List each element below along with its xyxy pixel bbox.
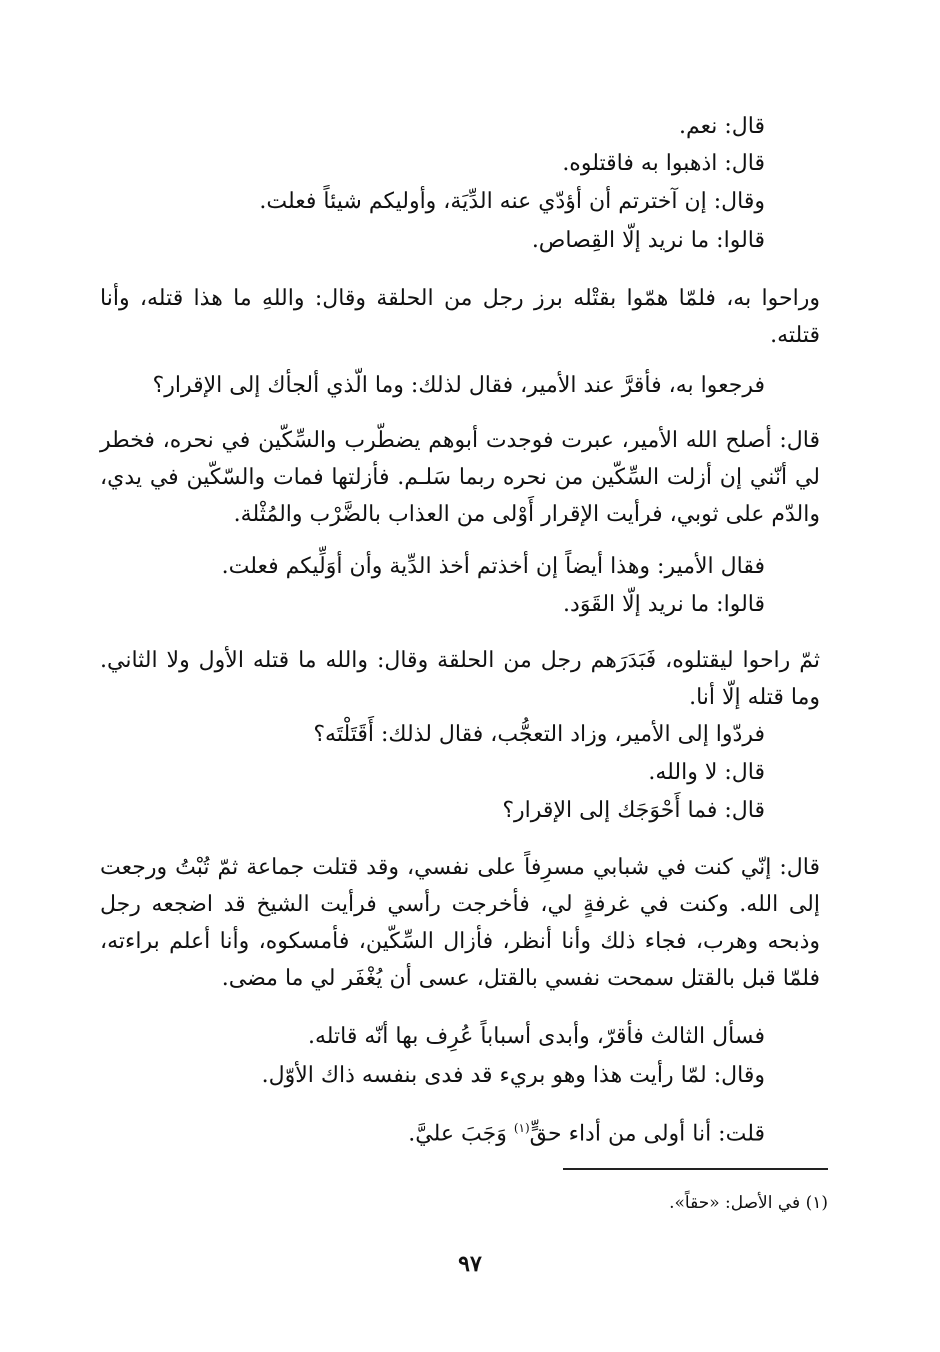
text-line-7: فردّوا إلى الأمير، وزاد التعجُّب، فقال لذلك: أَقَتَلْتَه؟	[313, 722, 765, 747]
text-line-12-start: قلت: أنا أولى من أداء حقٍّ	[529, 1121, 765, 1147]
text-line-8: قال: لا والله.	[648, 760, 765, 785]
text-line-10: فسأل الثالث فأقرّ، وأبدى أسباباً عُرِف بها أنّه قاتله.	[307, 1024, 765, 1049]
paragraph-2: فرجعوا به، فأقرَّ عند الأمير، فقال لذلك: وما الّذي ألجأك إلى الإقرار؟	[152, 373, 765, 398]
text-line-4: قالوا: ما نريد إلّا القِصاص.	[531, 228, 765, 253]
text-line-3: وقال: إن آخترتم أن أؤدّي عنه الدِّيَة، وأوليكم شيئاً فعلت.	[259, 189, 765, 214]
footnote: (١) في الأصل: «حقاً».	[669, 1193, 828, 1213]
paragraph-3: قال: أصلح الله الأمير، عبرت فوجدت أبوهم يضطّرب والسِّكّين في نحره، فخطر لي أنّني إن أزلت السِّكّين من نحره ربما سَلـم. فأزلتها فمات والسّكّين في يدي، والدّم على ثوبي، فرأيت الإقرار أَوْلى من العذاب بالضَّرْب والمُثْلة.	[100, 428, 820, 527]
footnote-divider	[563, 1168, 828, 1170]
text-line-1: قال: نعم.	[679, 114, 765, 139]
text-line-9: قال: فما أَحْوَجَك إلى الإقرار؟	[502, 798, 765, 823]
text-line-12	[100, 1110, 765, 1152]
footnote-reference: (١)	[513, 1121, 530, 1135]
page-number: ٩٧	[458, 1251, 482, 1277]
text-line-12-end: وَجَبَ عليَّ.	[408, 1121, 514, 1147]
text-line-11: وقال: لمّا رأيت هذا وهو بريء قد فدى بنفسه ذاك الأوّل.	[261, 1063, 765, 1088]
text-line-2: قال: اذهبوا به فاقتلوه.	[562, 151, 765, 176]
paragraph-1: وراحوا به، فلمّا همّوا بقتْله برز رجل من الحلقة وقال: واللهِ ما هذا قتله، وأنا قتلته.	[100, 286, 820, 348]
paragraph-5: قال: إنّي كنت في شبابي مسرِفاً على نفسي، وقد قتلت جماعة ثمّ تُبْتُ ورجعت إلى الله. وكنت في غرفةٍ لي، فأخرجت رأسي فرأيت الشيخ قد اضجعه رجل وذبحه وهرب، فجاء ذلك وأنا أنظر، فأزال السِّكّين، فأمسكوه، وأنا أعلم براءته، فلمّا قبل بالقتل سمحت نفسي بالقتل، عسى أن يُغْفَر لي ما مضى.	[100, 855, 820, 991]
text-line-6: قالوا: ما نريد إلّا القَوَد.	[563, 592, 765, 617]
paragraph-4: ثمّ راحوا ليقتلوه، فَبَدَرَهم رجل من الحلقة وقال: والله ما قتله الأول ولا الثاني. وما قتله إلّا أنا.	[100, 648, 820, 710]
text-line-5: فقال الأمير: وهذا أيضاً إن أخذتم أخذ الدِّية وأن أوَلِّيكم فعلت.	[221, 554, 765, 579]
